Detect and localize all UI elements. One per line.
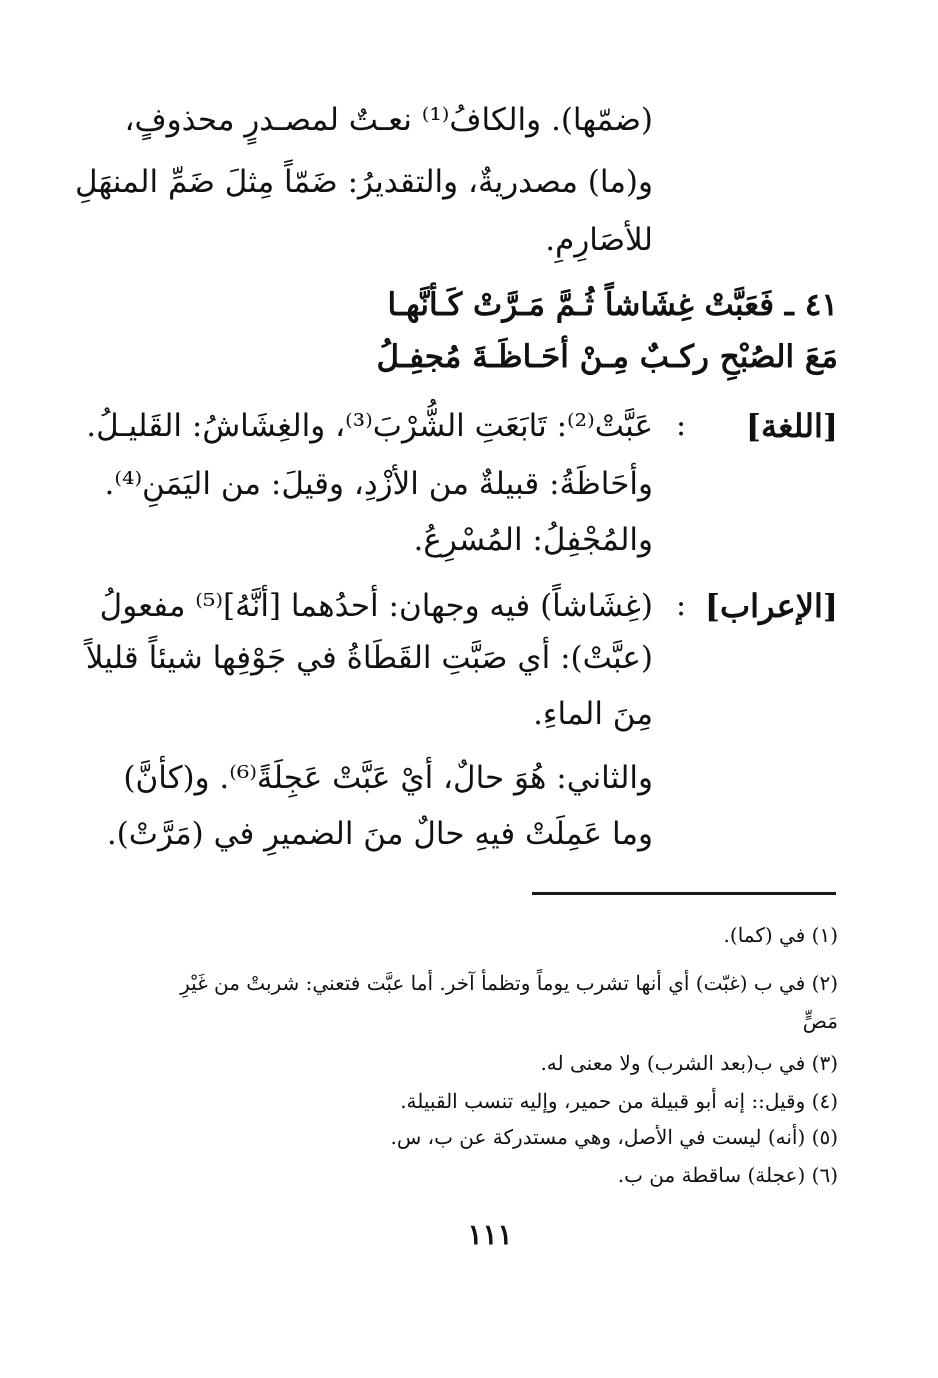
irab-line-3: مِنَ الماءِ. [533,696,653,732]
intro-line-2: و(ما) مصدريةٌ، والتقديرُ: ضَمّاً مِثلَ ضَمِّ المنهَلِ [74,164,653,200]
footnote-4: (٤) وقيل:: إنه أبو قبيلة من حمير، وإليه تنسب القبيلة. [400,1089,838,1113]
page-number: ١١١ [467,1218,513,1251]
lugha-line-1: عَبَّتْ⁽²⁾: تَابَعَتِ الشُّرْبَ⁽³⁾، والغِشَاشُ: القَليـلُ. [86,408,653,444]
intro-line-1: (ضمّها). والكافُ⁽¹⁾ نعـتٌ لمصـدرٍ محذوفٍ، [124,102,653,138]
irab-line-1: (غِشَاشاً) فيه وجهان: أحدُهما [أنَّهُ]⁽⁵⁾ مفعولُ [99,588,653,624]
irab-line-5: وما عَمِلَتْ فيهِ حالٌ منَ الضميرِ في (مَرَّتْ). [106,816,653,852]
footnote-3: (٣) في ب(بعد الشرب) ولا معنى له. [540,1051,838,1075]
irab-colon: : [676,588,687,623]
verse-line-1: ٤١ ـ فَعَبَّتْ غِشَاشاً ثُـمَّ مَـرَّتْ كَـأنَّهـا [387,287,838,323]
irab-line-4: والثاني: هُوَ حالٌ، أيْ عَبَّتْ عَجِلَةً⁽⁶⁾. و(كأنَّ) [123,760,653,796]
verse-line-2: مَعَ الصُبْحِ ركـبٌ مِـنْ أحَـاظَـةَ مُجفِـلُ [376,339,838,375]
footnote-1: (١) في (كما). [723,923,838,947]
footnote-5: (٥) (أنه) ليست في الأصل، وهي مستدركة عن ب، س. [390,1125,838,1149]
lugha-label: [اللغة] [745,407,838,445]
footnote-2-continued: مَصٍّ [802,1009,838,1033]
lugha-colon: : [676,408,687,443]
footnote-2: (٢) في ب (غبّت) أي أنها تشرب يوماً وتظمأ آخر. أما عبَّت فتعني: شربتْ من غَيْرِ [180,971,838,995]
lugha-line-2: وأحَاظَةُ: قبيلةٌ من الأزْدِ، وقيلَ: من اليَمَنِ⁽⁴⁾. [104,466,653,502]
irab-label: [الإعراب] [704,587,838,625]
irab-line-2: (عبَّتْ): أي صَبَّتِ القَطَاةُ في جَوْفِها شيئاً قليلاً [85,640,653,676]
lugha-line-3: والمُجْفِلُ: المُسْرِعُ. [413,522,653,558]
footnote-divider [532,892,836,895]
footnote-6: (٦) (عجلة) ساقطة من ب. [617,1163,838,1187]
intro-line-3: للأصَارِمِ. [545,222,653,258]
